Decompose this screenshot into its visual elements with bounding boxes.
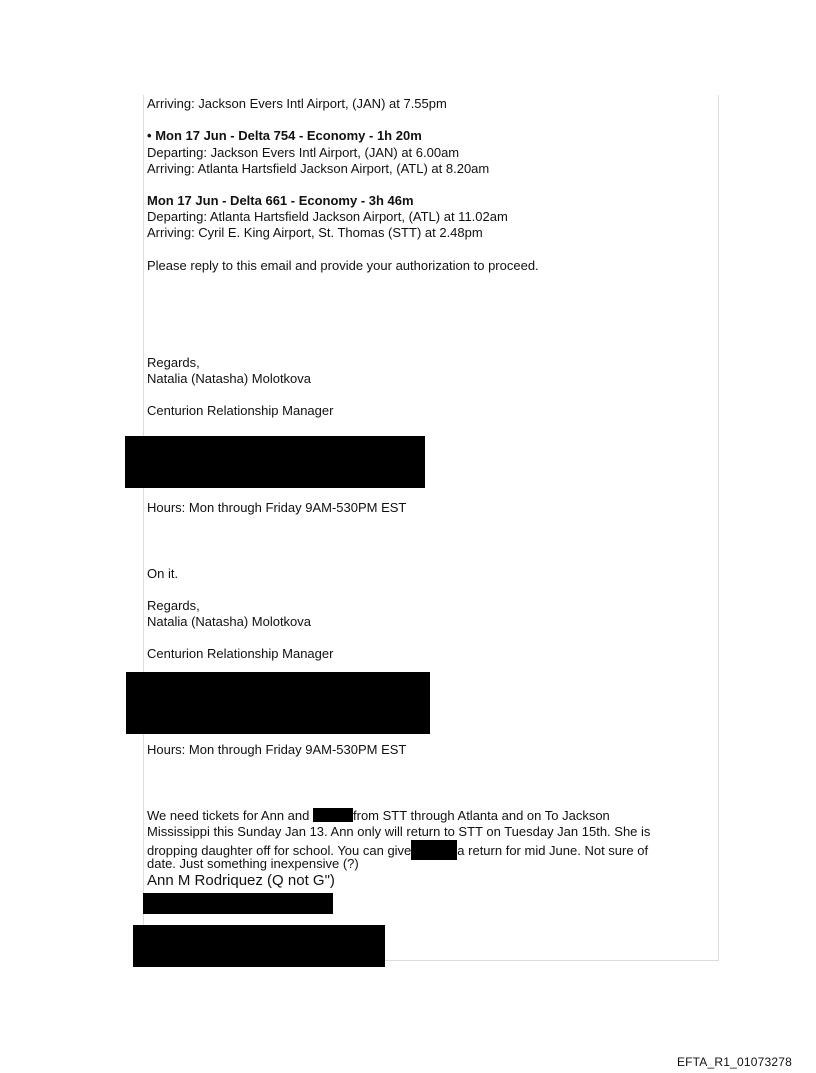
request-line-1-end: from STT through Atlanta and on To Jackson: [353, 808, 610, 823]
redaction-block: [126, 672, 430, 734]
request-line-1: [147, 808, 610, 824]
request-line-3-start: dropping daughter off for school. You can give: [147, 843, 412, 858]
flight-1-arriving: Arriving: Atlanta Hartsfield Jackson Airport, (ATL) at 8.20am: [147, 161, 490, 176]
request-line-4: date. Just something inexpensive (?): [147, 856, 359, 871]
signature-2-role: Centurion Relationship Manager: [147, 646, 334, 661]
flight-1-title-text: Mon 17 Jun - Delta 754 - Economy - 1h 20m: [155, 128, 422, 143]
signature-2-name: Natalia (Natasha) Molotkova: [147, 614, 312, 629]
signature-1-regards: Regards,: [147, 355, 200, 370]
inline-redaction: [313, 808, 353, 822]
flight-1-title: [147, 128, 422, 144]
bates-number: EFTA_R1_01073278: [676, 1055, 792, 1069]
authorization-request: Please reply to this email and provide your authorization to proceed.: [147, 258, 539, 273]
reply-on-it: On it.: [147, 566, 179, 581]
signature-1-name: Natalia (Natasha) Molotkova: [147, 371, 312, 386]
redaction-block: [125, 436, 425, 488]
redaction-block: [133, 925, 385, 967]
signature-2-regards: Regards,: [147, 598, 200, 613]
request-line-2: Mississippi this Sunday Jan 13. Ann only will return to STT on Tuesday Jan 15th. She is: [147, 824, 651, 839]
sender-name: Ann M Rodriquez (Q not G"): [147, 872, 335, 889]
inline-redaction: [411, 840, 457, 860]
request-line-3-end: a return for mid June. Not sure of: [457, 843, 649, 858]
signature-2-hours: Hours: Mon through Friday 9AM-530PM EST: [147, 742, 407, 757]
bullet: •: [147, 128, 152, 143]
redaction-block: [143, 893, 333, 914]
flight-2-arriving: Arriving: Cyril E. King Airport, St. Thomas (STT) at 2.48pm: [147, 225, 483, 240]
arrival-line: Arriving: Jackson Evers Intl Airport, (JAN) at 7.55pm: [147, 96, 447, 111]
flight-2-title: Mon 17 Jun - Delta 661 - Economy - 3h 46m: [147, 193, 414, 208]
signature-1-role: Centurion Relationship Manager: [147, 403, 334, 418]
flight-2-departing: Departing: Atlanta Hartsfield Jackson Airport, (ATL) at 11.02am: [147, 209, 508, 224]
flight-1-departing: Departing: Jackson Evers Intl Airport, (JAN) at 6.00am: [147, 145, 460, 160]
request-line-1-start: We need tickets for Ann and: [147, 808, 310, 823]
signature-1-hours: Hours: Mon through Friday 9AM-530PM EST: [147, 500, 407, 515]
